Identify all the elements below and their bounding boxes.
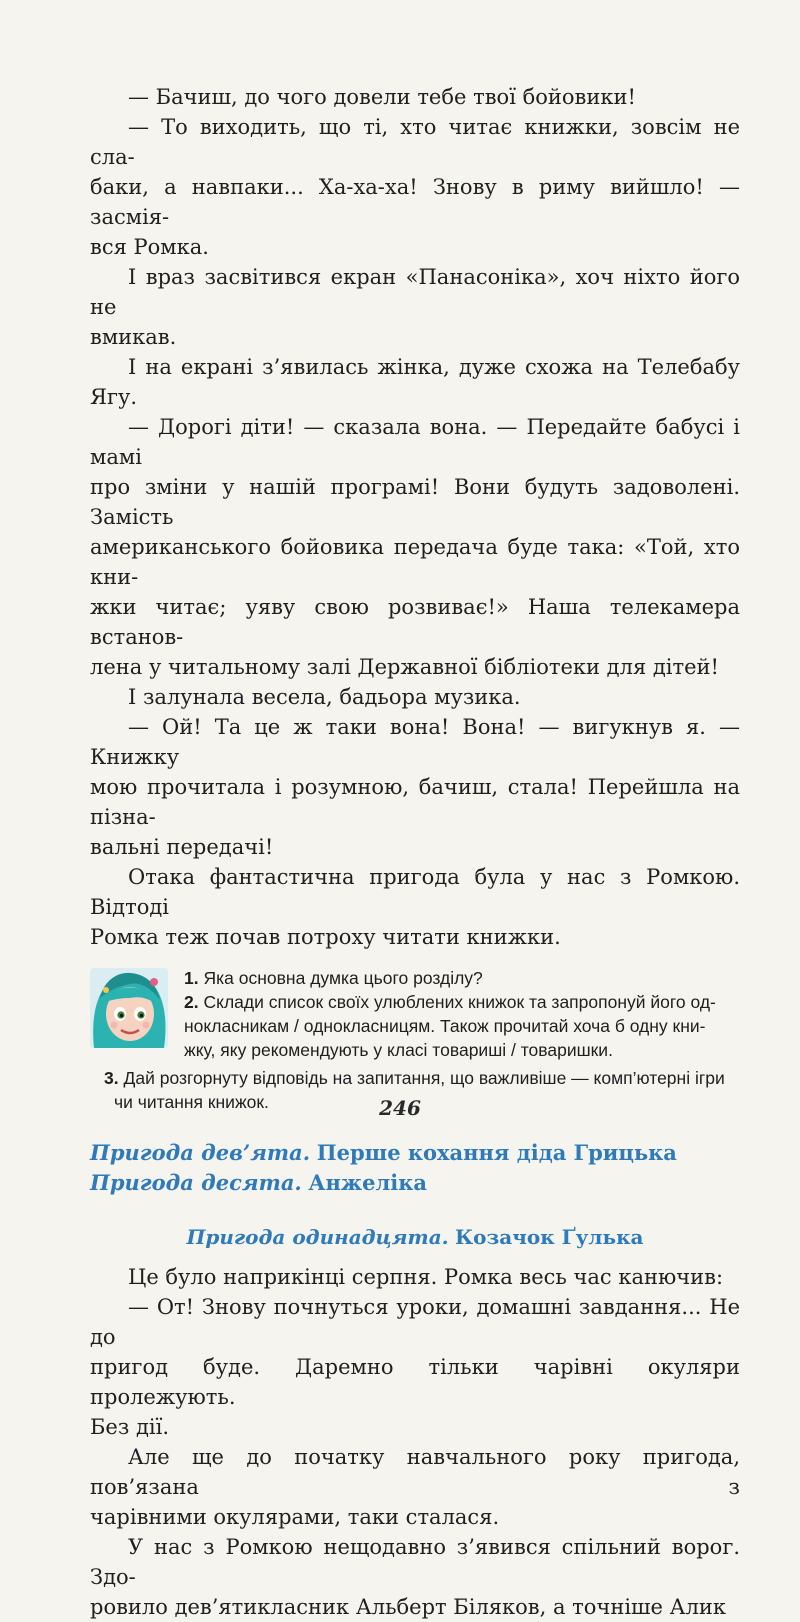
text-line: мою прочитала і розумною, бачиш, стала! Перейшла на пізна-: [90, 775, 740, 829]
text-line: — Ой! Та це ж таки вона! Вона! — вигукнув я. — Книжку: [90, 715, 740, 769]
question-2: [184, 990, 740, 1062]
text-line: І враз засвітився екран «Панасоніка», хоч ніхто його не: [90, 265, 740, 319]
question-1: [184, 966, 740, 990]
paragraph: [90, 352, 740, 412]
paragraph: [90, 1442, 740, 1532]
text-line: Без дії.: [90, 1415, 170, 1439]
text-line: У нас з Ромкою нещодавно з’явився спільний ворог. Здо-: [90, 1535, 740, 1589]
chapter-list: [90, 1138, 740, 1198]
paragraph: [90, 82, 740, 112]
text-line: жки читає; уяву свою розвиває!» Наша телекамера встанов-: [90, 595, 740, 649]
text-line: американського бойовика передача буде така: «Той, хто кни-: [90, 535, 740, 589]
questions-block: [90, 966, 740, 1112]
question-number: 2.: [184, 992, 199, 1012]
paragraph: [90, 1292, 740, 1442]
girl-with-teal-hair-icon: [90, 968, 168, 1048]
chapter-prefix: Пригода дев’ята.: [90, 1140, 311, 1165]
text-line: Це було наприкінці серпня. Ромка весь час канючив:: [128, 1265, 724, 1289]
text-line: лена у читальному залі Державної бібліотеки для дітей!: [90, 655, 719, 679]
section-heading-title: Козачок Ґулька: [454, 1225, 644, 1249]
questions-list: [184, 966, 740, 1062]
page-content: [90, 82, 740, 1622]
chapter-heading-10: [90, 1168, 740, 1198]
question-text: Яка основна думка цього розділу?: [203, 968, 483, 988]
chapter-title: Анжеліка: [308, 1170, 428, 1195]
text-line: І залунала весела, бадьора музика.: [128, 685, 521, 709]
chapter-title: Перше кохання діда Грицька: [316, 1140, 677, 1165]
question-text: Дай розгорнуту відповідь на запитання, що важливіше — комп’ютерні ігри: [123, 1068, 725, 1088]
paragraph: [90, 682, 740, 712]
text-line: Отака фантастична пригода була у нас з Ромкою. Відтоді: [90, 865, 740, 919]
text-line: про зміни у нашій програмі! Вони будуть задоволені. Замість: [90, 475, 740, 529]
paragraph: [90, 262, 740, 352]
paragraph: [90, 1262, 740, 1292]
paragraph: [90, 412, 740, 682]
text-line: Але ще до початку навчального року пригода, пов’язана з: [90, 1445, 740, 1499]
text-line: ровило дев’ятикласник Альберт Біляков, а точніше Алик: [90, 1595, 727, 1619]
question-text: жку, яку рекомендують у класі товариші / товаришки.: [184, 1040, 613, 1060]
text-line: вмикав.: [90, 325, 177, 349]
story-text-bottom: [90, 1262, 740, 1622]
question-number: 3.: [104, 1068, 119, 1088]
question-text: нокласникам / однокласницям. Також прочитай хоча б одну кни-: [184, 1016, 706, 1036]
text-line: баки, а навпаки... Ха-ха-ха! Знову в риму вийшло! — засмія-: [90, 175, 740, 229]
paragraph: [90, 112, 740, 262]
question-number: 1.: [184, 968, 199, 988]
text-line: І на екрані з’явилась жінка, дуже схожа на Телебабу Ягу.: [90, 355, 740, 409]
paragraph: [90, 712, 740, 862]
question-text: чи читання книжок.: [114, 1092, 269, 1112]
text-line: пригод буде. Даремно тільки чарівні окуляри пролежують.: [90, 1355, 740, 1409]
text-line: вальні передачі!: [90, 835, 274, 859]
text-line: — То виходить, що ті, хто читає книжки, зовсім не сла-: [90, 115, 740, 169]
section-heading: [90, 1222, 740, 1252]
text-line: — От! Знову почнуться уроки, домашні завдання... Не до: [90, 1295, 740, 1349]
story-text-top: [90, 82, 740, 952]
text-line: вся Ромка.: [90, 235, 209, 259]
text-line: Ромка теж почав потроху читати книжки.: [90, 925, 561, 949]
paragraph: [90, 1532, 740, 1622]
text-line: чарівними окулярами, таки сталася.: [90, 1505, 500, 1529]
chapter-heading-9: [90, 1138, 740, 1168]
chapter-prefix: Пригода десята.: [90, 1170, 302, 1195]
section-heading-prefix: Пригода одинадцята.: [186, 1225, 449, 1249]
text-line: — Бачиш, до чого довели тебе твої бойовики!: [128, 85, 636, 109]
page-number: 246: [379, 1096, 421, 1120]
question-text: Склади список своїх улюблених книжок та запропонуй його од-: [203, 992, 716, 1012]
paragraph: [90, 862, 740, 952]
text-line: — Дорогі діти! — сказала вона. — Передайте бабусі і мамі: [90, 415, 740, 469]
